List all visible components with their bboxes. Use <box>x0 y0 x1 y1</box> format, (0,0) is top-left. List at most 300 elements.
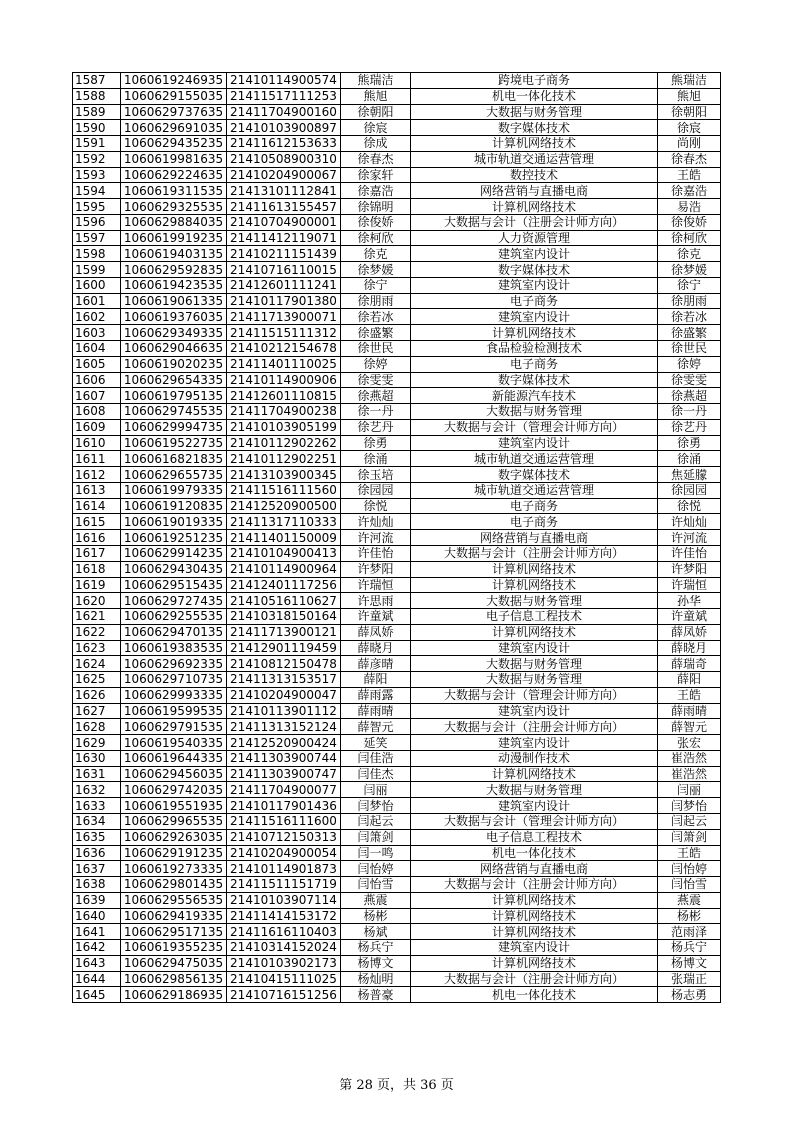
student-id-cell: 21411401150009 <box>227 530 341 546</box>
signature-cell: 焦延朦 <box>658 467 721 483</box>
exam-number-cell: 1060619979335 <box>121 482 227 498</box>
exam-number-cell: 1060629263035 <box>121 829 227 845</box>
row-number-cell: 1617 <box>73 545 121 561</box>
exam-number-cell: 1060629884035 <box>121 214 227 230</box>
exam-number-cell: 1060629654335 <box>121 372 227 388</box>
signature-cell: 杨博文 <box>658 955 721 971</box>
signature-cell: 徐悦 <box>658 498 721 514</box>
exam-number-cell: 1060629727435 <box>121 593 227 609</box>
name-cell: 许梦阳 <box>341 561 411 577</box>
row-number-cell: 1638 <box>73 877 121 893</box>
row-number-cell: 1615 <box>73 514 121 530</box>
table-row <box>73 530 721 546</box>
table-row <box>73 309 721 325</box>
student-table <box>72 72 721 1003</box>
signature-cell: 闫怡婷 <box>658 861 721 877</box>
row-number-cell: 1622 <box>73 624 121 640</box>
name-cell: 杨普豪 <box>341 987 411 1003</box>
name-cell: 闫怡雪 <box>341 877 411 893</box>
exam-number-cell: 1060619376035 <box>121 309 227 325</box>
student-id-cell: 21410516110627 <box>227 593 341 609</box>
exam-number-cell: 1060619644335 <box>121 750 227 766</box>
table-row <box>73 877 721 893</box>
major-cell: 机电一体化技术 <box>411 88 658 104</box>
name-cell: 徐婷 <box>341 356 411 372</box>
signature-cell: 徐燕超 <box>658 388 721 404</box>
signature-cell: 徐涌 <box>658 451 721 467</box>
table-row <box>73 672 721 688</box>
signature-cell: 徐宸 <box>658 120 721 136</box>
signature-cell: 王皓 <box>658 845 721 861</box>
row-number-cell: 1626 <box>73 687 121 703</box>
exam-number-cell: 1060629655735 <box>121 467 227 483</box>
student-id-cell: 21411511151719 <box>227 877 341 893</box>
row-number-cell: 1636 <box>73 845 121 861</box>
exam-number-cell: 1060629419335 <box>121 908 227 924</box>
exam-number-cell: 1060629737635 <box>121 104 227 120</box>
table-row <box>73 293 721 309</box>
student-id-cell: 21412601110815 <box>227 388 341 404</box>
signature-cell: 徐婷 <box>658 356 721 372</box>
exam-number-cell: 1060619981635 <box>121 151 227 167</box>
signature-cell: 薛瑞奇 <box>658 656 721 672</box>
major-cell: 计算机网络技术 <box>411 924 658 940</box>
major-cell: 城市轨道交通运营管理 <box>411 482 658 498</box>
name-cell: 徐朋雨 <box>341 293 411 309</box>
major-cell: 建筑室内设计 <box>411 735 658 751</box>
student-id-cell: 21411704900160 <box>227 104 341 120</box>
row-number-cell: 1614 <box>73 498 121 514</box>
signature-cell: 杨彬 <box>658 908 721 924</box>
exam-number-cell: 1060619919235 <box>121 230 227 246</box>
exam-number-cell: 1060629994735 <box>121 419 227 435</box>
student-id-cell: 21411412119071 <box>227 230 341 246</box>
name-cell: 杨彬 <box>341 908 411 924</box>
table-row <box>73 388 721 404</box>
row-number-cell: 1602 <box>73 309 121 325</box>
major-cell: 大数据与财务管理 <box>411 782 658 798</box>
major-cell: 电子商务 <box>411 514 658 530</box>
table-body <box>73 73 721 1003</box>
signature-cell: 徐世民 <box>658 341 721 357</box>
major-cell: 电子商务 <box>411 356 658 372</box>
table-row <box>73 861 721 877</box>
signature-cell: 徐朋雨 <box>658 293 721 309</box>
exam-number-cell: 1060619246935 <box>121 73 227 89</box>
student-id-cell: 21410104900413 <box>227 545 341 561</box>
major-cell: 计算机网络技术 <box>411 136 658 152</box>
major-cell: 大数据与会计（注册会计师方向） <box>411 877 658 893</box>
student-id-cell: 21411704900238 <box>227 404 341 420</box>
table-row <box>73 262 721 278</box>
major-cell: 建筑室内设计 <box>411 798 658 814</box>
name-cell: 薛彦晴 <box>341 656 411 672</box>
name-cell: 闫梦怡 <box>341 798 411 814</box>
signature-cell: 徐若冰 <box>658 309 721 325</box>
student-id-cell: 21412401117256 <box>227 577 341 593</box>
row-number-cell: 1641 <box>73 924 121 940</box>
name-cell: 薛雨露 <box>341 687 411 703</box>
signature-cell: 徐嘉浩 <box>658 183 721 199</box>
student-id-cell: 21412520900500 <box>227 498 341 514</box>
major-cell: 大数据与会计（管理会计师方向） <box>411 419 658 435</box>
signature-cell: 徐梦媛 <box>658 262 721 278</box>
student-id-cell: 21411713900071 <box>227 309 341 325</box>
table-row <box>73 719 721 735</box>
student-id-cell: 21411713900121 <box>227 624 341 640</box>
student-id-cell: 21410508900310 <box>227 151 341 167</box>
exam-number-cell: 1060629965535 <box>121 813 227 829</box>
student-id-cell: 21411517111253 <box>227 88 341 104</box>
name-cell: 许童斌 <box>341 609 411 625</box>
row-number-cell: 1608 <box>73 404 121 420</box>
major-cell: 机电一体化技术 <box>411 987 658 1003</box>
major-cell: 跨境电子商务 <box>411 73 658 89</box>
major-cell: 大数据与会计（注册会计师方向） <box>411 719 658 735</box>
name-cell: 徐燕超 <box>341 388 411 404</box>
table-row <box>73 908 721 924</box>
row-number-cell: 1591 <box>73 136 121 152</box>
signature-cell: 闫怡雪 <box>658 877 721 893</box>
exam-number-cell: 1060629155035 <box>121 88 227 104</box>
signature-cell: 徐盛繁 <box>658 325 721 341</box>
name-cell: 杨斌 <box>341 924 411 940</box>
name-cell: 徐勇 <box>341 435 411 451</box>
student-id-cell: 21410112902251 <box>227 451 341 467</box>
row-number-cell: 1606 <box>73 372 121 388</box>
exam-number-cell: 1060629186935 <box>121 987 227 1003</box>
table-row <box>73 703 721 719</box>
signature-cell: 许梦阳 <box>658 561 721 577</box>
row-number-cell: 1630 <box>73 750 121 766</box>
major-cell: 大数据与财务管理 <box>411 656 658 672</box>
row-number-cell: 1599 <box>73 262 121 278</box>
exam-number-cell: 1060629856135 <box>121 971 227 987</box>
exam-number-cell: 1060629325535 <box>121 199 227 215</box>
row-number-cell: 1628 <box>73 719 121 735</box>
major-cell: 城市轨道交通运营管理 <box>411 451 658 467</box>
signature-cell: 张瑞正 <box>658 971 721 987</box>
student-id-cell: 21410712150313 <box>227 829 341 845</box>
exam-number-cell: 1060629745535 <box>121 404 227 420</box>
exam-number-cell: 1060629556535 <box>121 892 227 908</box>
row-number-cell: 1603 <box>73 325 121 341</box>
major-cell: 建筑室内设计 <box>411 246 658 262</box>
exam-number-cell: 1060619120835 <box>121 498 227 514</box>
student-id-cell: 21411317110333 <box>227 514 341 530</box>
row-number-cell: 1607 <box>73 388 121 404</box>
student-id-cell: 21412520900424 <box>227 735 341 751</box>
table-row <box>73 482 721 498</box>
name-cell: 闫起云 <box>341 813 411 829</box>
signature-cell: 薛雨晴 <box>658 703 721 719</box>
exam-number-cell: 1060619061335 <box>121 293 227 309</box>
name-cell: 徐宁 <box>341 277 411 293</box>
exam-number-cell: 1060619019335 <box>121 514 227 530</box>
row-number-cell: 1618 <box>73 561 121 577</box>
exam-number-cell: 1060629515435 <box>121 577 227 593</box>
name-cell: 杨灿明 <box>341 971 411 987</box>
major-cell: 大数据与会计（注册会计师方向） <box>411 545 658 561</box>
major-cell: 建筑室内设计 <box>411 703 658 719</box>
student-id-cell: 21411303900744 <box>227 750 341 766</box>
exam-number-cell: 1060629517135 <box>121 924 227 940</box>
name-cell: 熊瑞洁 <box>341 73 411 89</box>
name-cell: 徐柯欣 <box>341 230 411 246</box>
name-cell: 闫佳杰 <box>341 766 411 782</box>
student-id-cell: 21411704900077 <box>227 782 341 798</box>
table-row <box>73 73 721 89</box>
student-id-cell: 21410204900054 <box>227 845 341 861</box>
signature-cell: 闫箫剑 <box>658 829 721 845</box>
row-number-cell: 1613 <box>73 482 121 498</box>
table-row <box>73 451 721 467</box>
table-row <box>73 325 721 341</box>
row-number-cell: 1621 <box>73 609 121 625</box>
table-row <box>73 199 721 215</box>
major-cell: 数字媒体技术 <box>411 262 658 278</box>
row-number-cell: 1598 <box>73 246 121 262</box>
table-row <box>73 467 721 483</box>
student-id-cell: 21410314152024 <box>227 940 341 956</box>
student-id-cell: 21411515111312 <box>227 325 341 341</box>
major-cell: 计算机网络技术 <box>411 908 658 924</box>
signature-cell: 闫梦怡 <box>658 798 721 814</box>
row-number-cell: 1620 <box>73 593 121 609</box>
name-cell: 徐涌 <box>341 451 411 467</box>
name-cell: 延笑 <box>341 735 411 751</box>
major-cell: 建筑室内设计 <box>411 277 658 293</box>
name-cell: 许灿灿 <box>341 514 411 530</box>
exam-number-cell: 1060629456035 <box>121 766 227 782</box>
name-cell: 闫丽 <box>341 782 411 798</box>
exam-number-cell: 1060629349335 <box>121 325 227 341</box>
student-id-cell: 21410415111025 <box>227 971 341 987</box>
name-cell: 徐世民 <box>341 341 411 357</box>
major-cell: 计算机网络技术 <box>411 577 658 593</box>
major-cell: 大数据与财务管理 <box>411 404 658 420</box>
row-number-cell: 1592 <box>73 151 121 167</box>
major-cell: 计算机网络技术 <box>411 624 658 640</box>
row-number-cell: 1643 <box>73 955 121 971</box>
table-row <box>73 577 721 593</box>
name-cell: 薛阳 <box>341 672 411 688</box>
student-id-cell: 21410103907114 <box>227 892 341 908</box>
student-id-cell: 21410117901436 <box>227 798 341 814</box>
table-row <box>73 955 721 971</box>
row-number-cell: 1604 <box>73 341 121 357</box>
name-cell: 徐悦 <box>341 498 411 514</box>
table-row <box>73 151 721 167</box>
student-id-cell: 21411516111560 <box>227 482 341 498</box>
row-number-cell: 1623 <box>73 640 121 656</box>
table-row <box>73 656 721 672</box>
major-cell: 数字媒体技术 <box>411 467 658 483</box>
row-number-cell: 1632 <box>73 782 121 798</box>
signature-cell: 燕震 <box>658 892 721 908</box>
exam-number-cell: 1060629993335 <box>121 687 227 703</box>
exam-number-cell: 1060629692335 <box>121 656 227 672</box>
name-cell: 徐艺丹 <box>341 419 411 435</box>
student-id-cell: 21411616110403 <box>227 924 341 940</box>
row-number-cell: 1587 <box>73 73 121 89</box>
signature-cell: 许瑞恒 <box>658 577 721 593</box>
signature-cell: 徐俊娇 <box>658 214 721 230</box>
table-row <box>73 136 721 152</box>
signature-cell: 徐宁 <box>658 277 721 293</box>
page-footer: 第 28 页，共 36 页 <box>339 1078 454 1093</box>
name-cell: 许瑞恒 <box>341 577 411 593</box>
name-cell: 薛晓月 <box>341 640 411 656</box>
signature-cell: 徐克 <box>658 246 721 262</box>
table-row <box>73 88 721 104</box>
major-cell: 大数据与会计（管理会计师方向） <box>411 687 658 703</box>
signature-cell: 徐园园 <box>658 482 721 498</box>
student-id-cell: 21410318150164 <box>227 609 341 625</box>
name-cell: 徐俊娇 <box>341 214 411 230</box>
table-row <box>73 687 721 703</box>
name-cell: 闫怡婷 <box>341 861 411 877</box>
row-number-cell: 1612 <box>73 467 121 483</box>
exam-number-cell: 1060629691035 <box>121 120 227 136</box>
student-id-cell: 21410103905199 <box>227 419 341 435</box>
table-row <box>73 277 721 293</box>
student-id-cell: 21410114900574 <box>227 73 341 89</box>
student-id-cell: 21412901119459 <box>227 640 341 656</box>
exam-number-cell: 1060629430435 <box>121 561 227 577</box>
table-row <box>73 214 721 230</box>
table-row <box>73 545 721 561</box>
name-cell: 徐玉培 <box>341 467 411 483</box>
table-row <box>73 183 721 199</box>
signature-cell: 徐艺丹 <box>658 419 721 435</box>
major-cell: 动漫制作技术 <box>411 750 658 766</box>
table-row <box>73 971 721 987</box>
major-cell: 电子商务 <box>411 498 658 514</box>
signature-cell: 徐柯欣 <box>658 230 721 246</box>
major-cell: 大数据与财务管理 <box>411 104 658 120</box>
student-id-cell: 21410716151256 <box>227 987 341 1003</box>
table-row <box>73 120 721 136</box>
signature-cell: 尚刚 <box>658 136 721 152</box>
exam-number-cell: 1060619383535 <box>121 640 227 656</box>
table-row <box>73 419 721 435</box>
student-id-cell: 21410112902262 <box>227 435 341 451</box>
table-row <box>73 167 721 183</box>
major-cell: 城市轨道交通运营管理 <box>411 151 658 167</box>
exam-number-cell: 1060629475035 <box>121 955 227 971</box>
signature-cell: 薛阳 <box>658 672 721 688</box>
row-number-cell: 1590 <box>73 120 121 136</box>
student-id-cell: 21410113901112 <box>227 703 341 719</box>
student-id-cell: 21413103900345 <box>227 467 341 483</box>
row-number-cell: 1611 <box>73 451 121 467</box>
student-id-cell: 21411613155457 <box>227 199 341 215</box>
major-cell: 大数据与财务管理 <box>411 672 658 688</box>
major-cell: 大数据与会计（注册会计师方向） <box>411 971 658 987</box>
row-number-cell: 1588 <box>73 88 121 104</box>
name-cell: 徐一丹 <box>341 404 411 420</box>
student-id-cell: 21411612153633 <box>227 136 341 152</box>
name-cell: 徐锦明 <box>341 199 411 215</box>
exam-number-cell: 1060619551935 <box>121 798 227 814</box>
major-cell: 机电一体化技术 <box>411 845 658 861</box>
student-id-cell: 21410204900047 <box>227 687 341 703</box>
table-row <box>73 561 721 577</box>
name-cell: 许河流 <box>341 530 411 546</box>
major-cell: 数控技术 <box>411 167 658 183</box>
signature-cell: 熊瑞洁 <box>658 73 721 89</box>
table-row <box>73 892 721 908</box>
student-id-cell: 21411313152124 <box>227 719 341 735</box>
exam-number-cell: 1060629046635 <box>121 341 227 357</box>
exam-number-cell: 1060619273335 <box>121 861 227 877</box>
name-cell: 徐家轩 <box>341 167 411 183</box>
student-id-cell: 21410212154678 <box>227 341 341 357</box>
major-cell: 新能源汽车技术 <box>411 388 658 404</box>
table-row <box>73 829 721 845</box>
major-cell: 电子信息工程技术 <box>411 609 658 625</box>
name-cell: 杨博文 <box>341 955 411 971</box>
table-row <box>73 372 721 388</box>
row-number-cell: 1625 <box>73 672 121 688</box>
table-row <box>73 356 721 372</box>
student-id-cell: 21410704900001 <box>227 214 341 230</box>
row-number-cell: 1635 <box>73 829 121 845</box>
signature-cell: 徐勇 <box>658 435 721 451</box>
major-cell: 建筑室内设计 <box>411 435 658 451</box>
name-cell: 徐盛繁 <box>341 325 411 341</box>
table-row <box>73 246 721 262</box>
row-number-cell: 1639 <box>73 892 121 908</box>
major-cell: 计算机网络技术 <box>411 892 658 908</box>
name-cell: 徐园园 <box>341 482 411 498</box>
name-cell: 许思雨 <box>341 593 411 609</box>
row-number-cell: 1619 <box>73 577 121 593</box>
exam-number-cell: 1060619599535 <box>121 703 227 719</box>
table-row <box>73 498 721 514</box>
row-number-cell: 1593 <box>73 167 121 183</box>
signature-cell: 许河流 <box>658 530 721 546</box>
student-id-cell: 21410204900067 <box>227 167 341 183</box>
name-cell: 徐成 <box>341 136 411 152</box>
signature-cell: 范雨泽 <box>658 924 721 940</box>
major-cell: 计算机网络技术 <box>411 955 658 971</box>
signature-cell: 王皓 <box>658 167 721 183</box>
major-cell: 数字媒体技术 <box>411 372 658 388</box>
table-row <box>73 845 721 861</box>
table-row <box>73 230 721 246</box>
major-cell: 建筑室内设计 <box>411 940 658 956</box>
student-id-cell: 21411516111600 <box>227 813 341 829</box>
major-cell: 网络营销与直播电商 <box>411 861 658 877</box>
table-row <box>73 514 721 530</box>
student-id-cell: 21411303900747 <box>227 766 341 782</box>
row-number-cell: 1631 <box>73 766 121 782</box>
name-cell: 闫箫剑 <box>341 829 411 845</box>
table-row <box>73 735 721 751</box>
student-id-cell: 21410114900906 <box>227 372 341 388</box>
name-cell: 薛雨晴 <box>341 703 411 719</box>
row-number-cell: 1645 <box>73 987 121 1003</box>
row-number-cell: 1624 <box>73 656 121 672</box>
row-number-cell: 1605 <box>73 356 121 372</box>
signature-cell: 徐一丹 <box>658 404 721 420</box>
table-row <box>73 940 721 956</box>
row-number-cell: 1616 <box>73 530 121 546</box>
exam-number-cell: 1060629801435 <box>121 877 227 893</box>
signature-cell: 闫丽 <box>658 782 721 798</box>
